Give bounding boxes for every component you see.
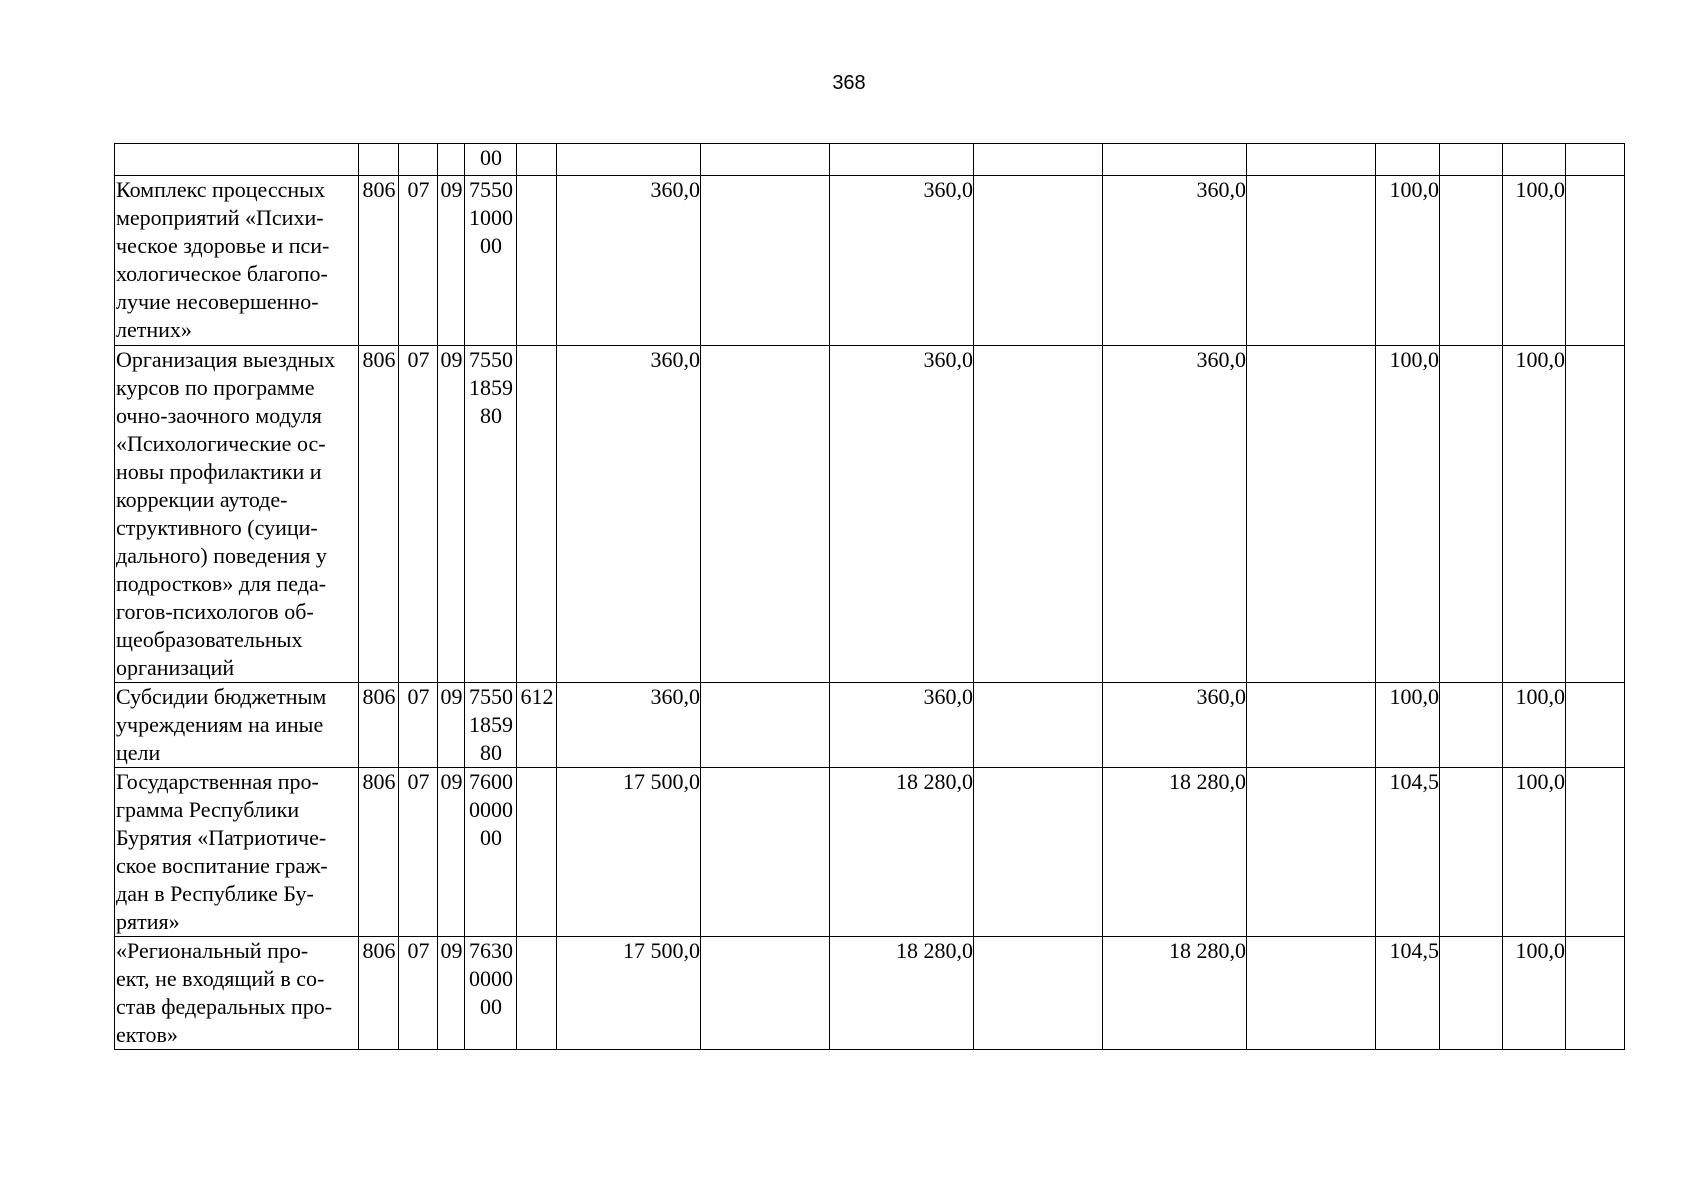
empty-cell — [1440, 346, 1503, 683]
expense-type-code — [517, 346, 557, 683]
subsection-code — [438, 144, 465, 176]
empty-cell — [974, 144, 1103, 176]
percent-1 — [1376, 144, 1440, 176]
subsection-code: 09 — [438, 768, 465, 937]
target-article-code: 7550 1859 80 — [465, 346, 517, 683]
amount-3: 360,0 — [1103, 176, 1247, 346]
row-name: «Региональный про- ект, не входящий в со- став федеральных про- ектов» — [115, 937, 359, 1050]
percent-2: 100,0 — [1503, 937, 1566, 1050]
subsection-code: 09 — [438, 176, 465, 346]
amount-1: 360,0 — [557, 176, 701, 346]
section-code: 07 — [399, 176, 438, 346]
empty-cell — [1566, 768, 1625, 937]
amount-2: 360,0 — [830, 176, 974, 346]
percent-1: 104,5 — [1376, 768, 1440, 937]
section-code: 07 — [399, 346, 438, 683]
section-code: 07 — [399, 937, 438, 1050]
section-code — [399, 144, 438, 176]
empty-cell — [1440, 683, 1503, 768]
percent-1: 104,5 — [1376, 937, 1440, 1050]
target-article-code: 7630 0000 00 — [465, 937, 517, 1050]
amount-2: 18 280,0 — [830, 937, 974, 1050]
section-code: 07 — [399, 683, 438, 768]
percent-1: 100,0 — [1376, 683, 1440, 768]
table-row — [115, 144, 1625, 176]
row-name — [115, 144, 359, 176]
empty-cell — [1566, 937, 1625, 1050]
percent-2: 100,0 — [1503, 346, 1566, 683]
grbs-code: 806 — [359, 937, 399, 1050]
amount-1: 360,0 — [557, 683, 701, 768]
empty-cell — [1566, 683, 1625, 768]
table-row — [115, 176, 1625, 346]
amount-1: 17 500,0 — [557, 937, 701, 1050]
empty-cell — [1247, 144, 1376, 176]
empty-cell — [974, 176, 1103, 346]
empty-cell — [1566, 346, 1625, 683]
grbs-code — [359, 144, 399, 176]
empty-cell — [1247, 937, 1376, 1050]
subsection-code: 09 — [438, 683, 465, 768]
budget-table — [114, 143, 1625, 1050]
amount-2: 18 280,0 — [830, 768, 974, 937]
amount-3 — [1103, 144, 1247, 176]
empty-cell — [974, 683, 1103, 768]
amount-2: 360,0 — [830, 346, 974, 683]
percent-2: 100,0 — [1503, 176, 1566, 346]
table-row — [115, 768, 1625, 937]
grbs-code: 806 — [359, 768, 399, 937]
page-number: 368 — [832, 72, 866, 94]
empty-cell — [701, 144, 830, 176]
target-article-code: 7550 1000 00 — [465, 176, 517, 346]
empty-cell — [701, 346, 830, 683]
table-row — [115, 346, 1625, 683]
percent-2: 100,0 — [1503, 768, 1566, 937]
empty-cell — [1247, 176, 1376, 346]
empty-cell — [1440, 176, 1503, 346]
amount-2: 360,0 — [830, 683, 974, 768]
percent-1: 100,0 — [1376, 176, 1440, 346]
empty-cell — [1440, 768, 1503, 937]
expense-type-code — [517, 768, 557, 937]
subsection-code: 09 — [438, 937, 465, 1050]
row-name: Государственная про- грамма Республики Бурятия «Патриотиче- ское воспитание граж- дан в Республике Бу- рятия» — [115, 768, 359, 937]
empty-cell — [974, 937, 1103, 1050]
empty-cell — [1566, 144, 1625, 176]
amount-3: 18 280,0 — [1103, 768, 1247, 937]
amount-1 — [557, 144, 701, 176]
row-name: Комплекс процессных мероприятий «Психи- ческое здоровье и пси- хологическое благопо- лучие несовершенно- летних» — [115, 176, 359, 346]
empty-cell — [1247, 346, 1376, 683]
empty-cell — [701, 937, 830, 1050]
empty-cell — [974, 346, 1103, 683]
target-article-code: 7550 1859 80 — [465, 683, 517, 768]
amount-1: 360,0 — [557, 346, 701, 683]
amount-1: 17 500,0 — [557, 768, 701, 937]
expense-type-code — [517, 937, 557, 1050]
table-row — [115, 937, 1625, 1050]
empty-cell — [974, 768, 1103, 937]
target-article-code: 7600 0000 00 — [465, 768, 517, 937]
table-row — [115, 683, 1625, 768]
expense-type-code — [517, 176, 557, 346]
row-name: Организация выездных курсов по программе очно-заочного модуля «Психологические ос- новы профилактики и коррекции аутоде- структивного (суици- дального) поведения у подростков» для педа- гогов-психологов об- щеобразовательных организаций — [115, 346, 359, 683]
amount-3: 18 280,0 — [1103, 937, 1247, 1050]
expense-type-code — [517, 144, 557, 176]
empty-cell — [1440, 144, 1503, 176]
expense-type-code: 612 — [517, 683, 557, 768]
empty-cell — [701, 768, 830, 937]
percent-2 — [1503, 144, 1566, 176]
section-code: 07 — [399, 768, 438, 937]
row-name: Субсидии бюджетным учреждениям на иные цели — [115, 683, 359, 768]
grbs-code: 806 — [359, 346, 399, 683]
empty-cell — [1440, 937, 1503, 1050]
amount-3: 360,0 — [1103, 683, 1247, 768]
grbs-code: 806 — [359, 176, 399, 346]
empty-cell — [1247, 768, 1376, 937]
amount-3: 360,0 — [1103, 346, 1247, 683]
empty-cell — [1566, 176, 1625, 346]
subsection-code: 09 — [438, 346, 465, 683]
empty-cell — [701, 176, 830, 346]
empty-cell — [701, 683, 830, 768]
percent-1: 100,0 — [1376, 346, 1440, 683]
percent-2: 100,0 — [1503, 683, 1566, 768]
grbs-code: 806 — [359, 683, 399, 768]
amount-2 — [830, 144, 974, 176]
target-article-code: 00 — [465, 144, 517, 176]
empty-cell — [1247, 683, 1376, 768]
